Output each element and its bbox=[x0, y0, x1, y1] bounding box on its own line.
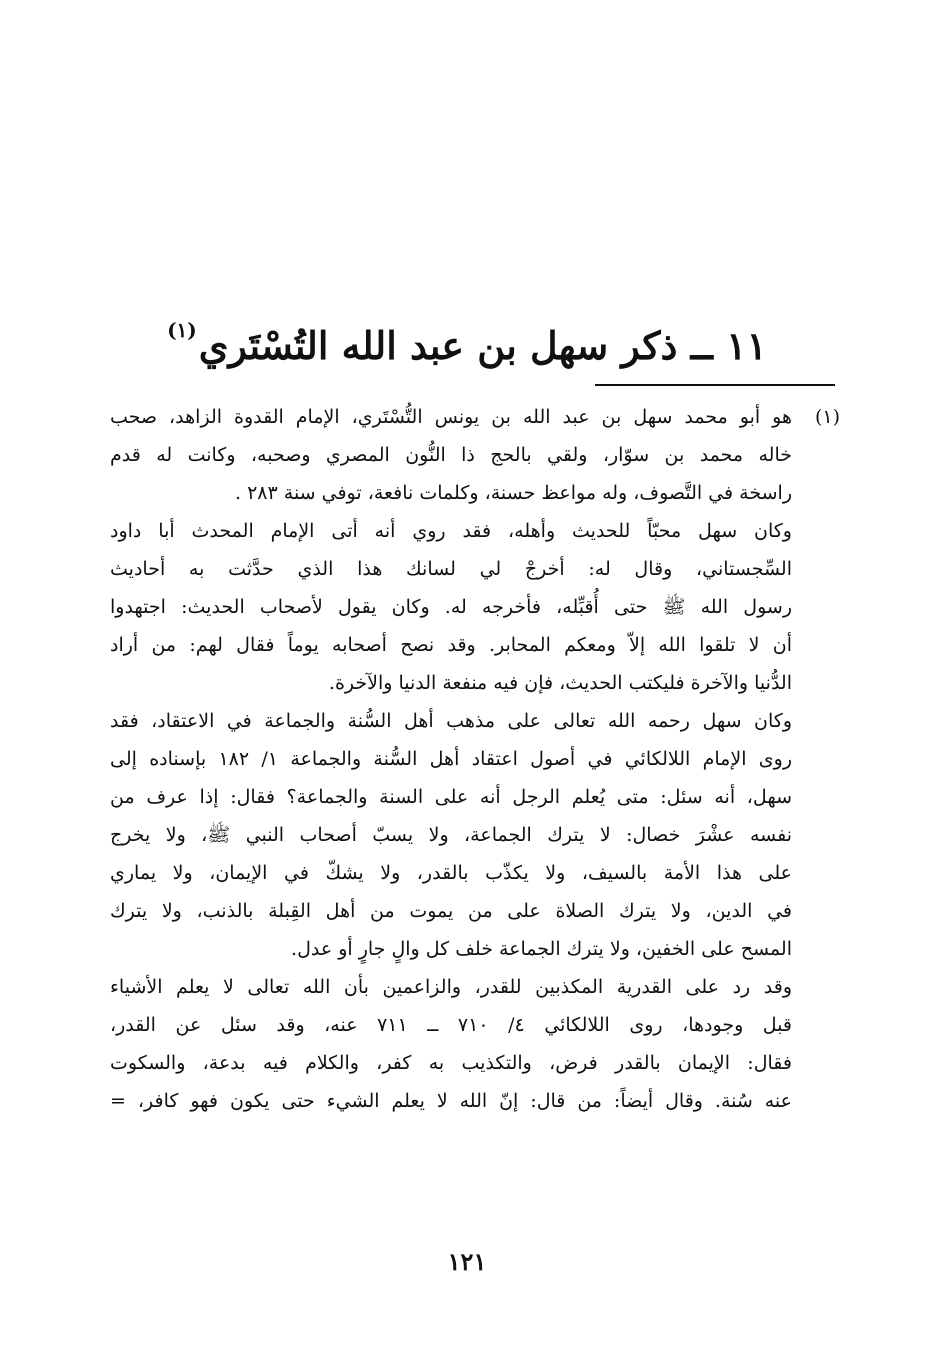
footnote-line: فقال: الإيمان بالقدر فرض، والتكذيب به كفر، والكلام فيه بدعة، والسكوت bbox=[110, 1052, 792, 1074]
footnote-line: وكان سهل رحمه الله تعالى على مذهب أهل السُّنة والجماعة في الاعتقاد، فقد bbox=[110, 710, 792, 732]
footnote-line: عنه سُنة. وقال أيضاً: من قال: إنّ الله لا يعلم الشيء حتى يكون فهو كافر، = bbox=[110, 1090, 792, 1112]
footnote-line: هو أبو محمد سهل بن عبد الله بن يونس التُّسْتَري، الإمام القدوة الزاهد، صحب bbox=[110, 406, 792, 428]
footnote-line: في الدين، ولا يترك الصلاة على من يموت من أهل القِبلة بالذنب، ولا يترك bbox=[110, 900, 792, 922]
footnote-line: قبل وجودها، روى اللالكائي ٤/ ٧١٠ ــ ٧١١ عنه، وقد سئل عن القدر، bbox=[110, 1014, 792, 1036]
footnote-line: رسول الله ﷺ حتى أُقبِّله، فأخرجه له. وكان يقول لأصحاب الحديث: اجتهدوا bbox=[110, 596, 792, 618]
footnote-body bbox=[110, 398, 792, 1120]
chapter-title bbox=[0, 300, 934, 376]
footnote-line: وقد رد على القدرية المكذبين للقدر، والزاعمين بأن الله تعالى لا يعلم الأشياء bbox=[110, 976, 792, 998]
footnote-line: راسخة في التَّصوف، وله مواعظ حسنة، وكلمات نافعة، توفي سنة ٢٨٣ . bbox=[235, 482, 792, 504]
footnote-line: سهل، أنه سئل: متى يُعلم الرجل أنه على السنة والجماعة؟ فقال: إذا عرف من bbox=[110, 786, 792, 808]
footnote-line: روى الإمام اللالكائي في أصول اعتقاد أهل السُّنة والجماعة ١/ ١٨٢ بإسناده إلى bbox=[110, 748, 792, 770]
footnote-marker: (١) bbox=[814, 406, 840, 428]
footnote-line: أن لا تلقوا الله إلاّ ومعكم المحابر. وقد نصح أصحابه يوماً فقال لهم: من أراد bbox=[110, 634, 792, 656]
footnote-line: وكان سهل محبّاً للحديث وأهله، فقد روي أنه أتى الإمام المحدث أبا داود bbox=[110, 520, 792, 542]
footnote-line: على هذا الأمة بالسيف، ولا يكذّب بالقدر، ولا يشكّ في الإيمان، ولا يماري bbox=[110, 862, 792, 884]
footnote-line: الدُّنيا والآخرة فليكتب الحديث، فإن فيه منفعة الدنيا والآخرة. bbox=[328, 672, 792, 694]
chapter-title-text: ١١ ــ ذكر سهل بن عبد الله التُسْتَري bbox=[198, 323, 767, 368]
footnote bbox=[110, 398, 840, 1120]
footnote-line: السِّجستاني، وقال له: أخرجْ لي لسانك هذا الذي حدَّثت به أحاديث bbox=[110, 558, 792, 580]
footnote-line: خاله محمد بن سوّار، ولقي بالحج ذا النُّون المصري وصحبه، وكانت له قدم bbox=[110, 444, 792, 466]
footnote-separator bbox=[595, 384, 835, 386]
footnote-line: المسح على الخفين، ولا يترك الجماعة خلف كل والٍ جارٍ أو عدل. bbox=[291, 938, 792, 960]
footnote-reference[interactable]: (١) bbox=[167, 318, 197, 342]
page-number: ١٢١ bbox=[447, 1247, 487, 1276]
footnote-line: نفسه عشْرَ خصال: لا يترك الجماعة، ولا يسبّ أصحاب النبي ﷺ، ولا يخرج bbox=[110, 824, 792, 846]
